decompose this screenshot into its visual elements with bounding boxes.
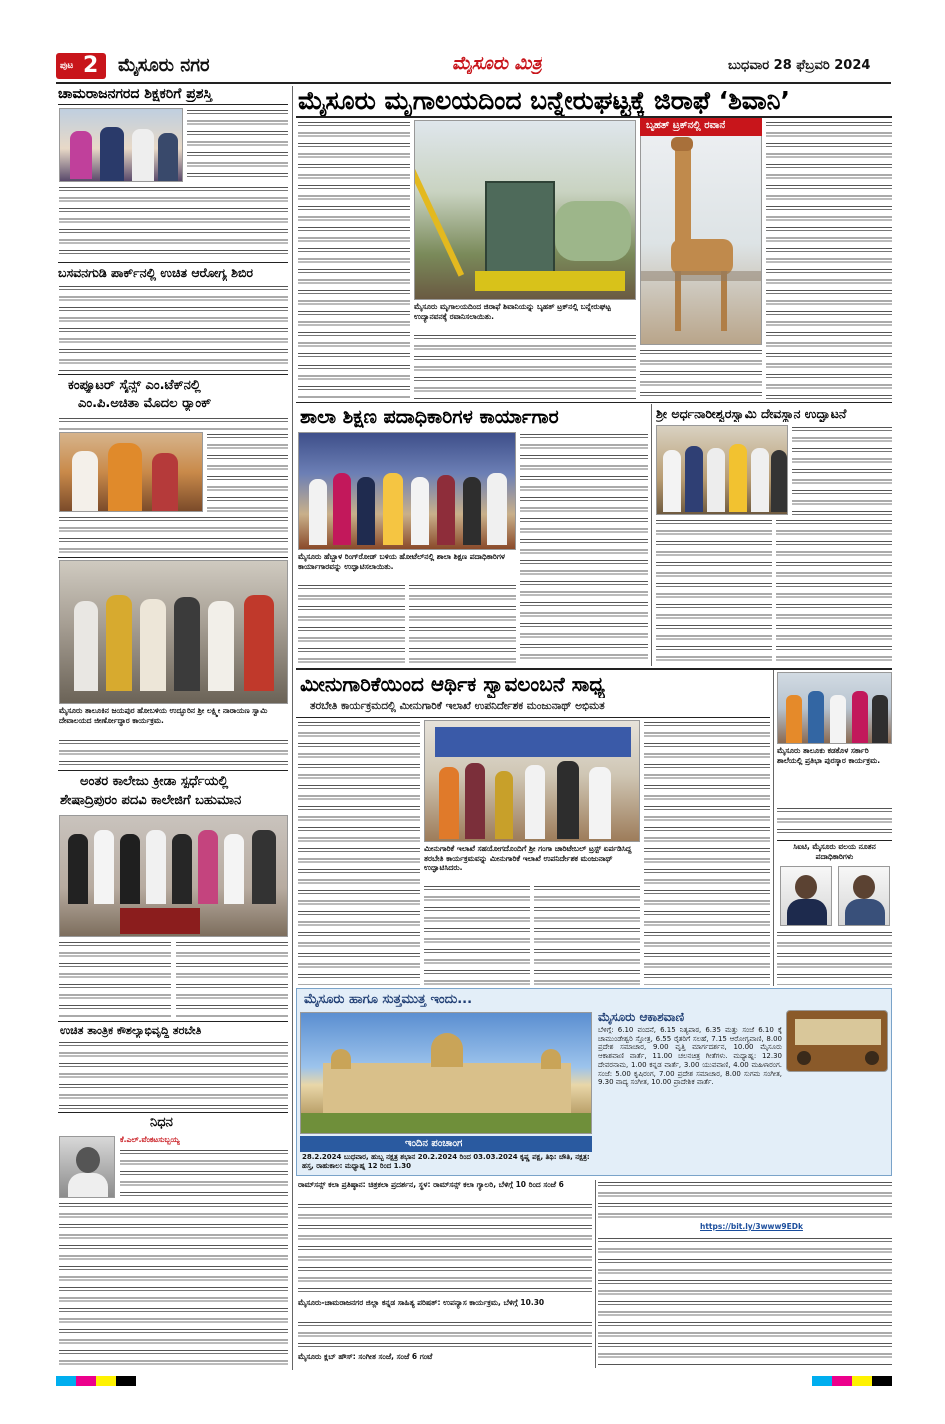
lead-headline: ಮೈಸೂರು ಮೃಗಾಲಯದಿಂದ ಬನ್ನೇರುಘಟ್ಟಕ್ಕೆ ಜಿರಾಫೆ ‘ಶಿವಾನಿ’ bbox=[298, 86, 791, 115]
body-text bbox=[656, 518, 772, 665]
cit-member-portrait-1 bbox=[780, 866, 832, 926]
registration-marks-right bbox=[812, 1376, 892, 1386]
divider bbox=[58, 557, 288, 558]
left-story1-headline: ಚಾಮರಾಜನಗರದ ಶಿಕ್ಷಕರಿಗೆ ಪ್ರಶಸ್ತಿ bbox=[58, 86, 213, 102]
body-text bbox=[766, 120, 892, 399]
fisheries-headline: ಮೀನುಗಾರಿಕೆಯಿಂದ ಆರ್ಥಿಕ ಸ್ವಾವಲಂಬನೆ ಸಾಧ್ಯ bbox=[300, 672, 605, 696]
body-text bbox=[298, 720, 420, 985]
body-text bbox=[414, 333, 636, 399]
body-text bbox=[59, 515, 288, 555]
body-text bbox=[59, 738, 288, 768]
body-text bbox=[59, 416, 288, 430]
body-text bbox=[776, 518, 892, 665]
column-rule bbox=[292, 86, 293, 1370]
divider bbox=[296, 717, 770, 718]
page-label: ಪುಟ bbox=[60, 61, 74, 71]
column-rule bbox=[595, 1180, 596, 1368]
divider bbox=[296, 402, 892, 403]
body-text bbox=[777, 930, 892, 985]
panchanga-text: 28.2.2024 ಬುಧವಾರ, ಹುಬ್ಬ ನಕ್ಷತ್ರ ಶಭಾನ 20.2.2024 ರಿಂದ 03.03.2024 ಕೃಷ್ಣ ಪಕ್ಷ, ತಿಥಿ: ಚೌತಿ, ನಕ್ಷತ್ರ: ಹಸ್ತ, ರಾಹುಕಾಲ: ಮಧ್ಯಾಹ್ನ 12 ರಿಂದ 1.30 bbox=[302, 1153, 590, 1170]
lead-photo-caption: ಮೈಸೂರು ಮೃಗಾಲಯದಿಂದ ಜಿರಾಫೆ ಶಿವಾನಿಯನ್ನು ಬೃಹತ್ ಟ್ರಕ್‌ನಲ್ಲಿ ಬನ್ನೇರುಘಟ್ಟ ಉದ್ಯಾನವನಕ್ಕೆ ರವಾನಿಸಲಾಯಿತು. bbox=[414, 302, 611, 321]
workshop-photo bbox=[298, 432, 516, 550]
body-text bbox=[644, 720, 770, 985]
page-number: 2 bbox=[83, 53, 99, 78]
body-text bbox=[187, 108, 288, 182]
divider bbox=[58, 1021, 288, 1022]
body-text bbox=[120, 1148, 288, 1198]
left-story5-headline-2: ಶೇಷಾದ್ರಿಪುರಂ ಪದವಿ ಕಾಲೇಜಿಗೆ ಬಹುಮಾನ bbox=[60, 793, 242, 808]
body-text bbox=[792, 425, 892, 515]
body-text bbox=[640, 348, 762, 399]
temple-inauguration-photo bbox=[656, 425, 788, 515]
body-text bbox=[598, 1180, 892, 1220]
temple-caption: ಮೈಸೂರು ತಾಲೂಕಿನ ಜಯಪುರ ಹೋಬಳಿಯ ಉದ್ಭೂರಿನ ಶ್ರೀ ಲಕ್ಷ್ಮೀ ನಾರಾಯಣ ಸ್ವಾಮಿ ದೇವಾಲಯದ ಜೀರ್ಣೋದ್ಧಾರ ಕಾರ್ಯಕ್ರಮ. bbox=[59, 706, 268, 725]
radio-title: ಮೈಸೂರು ಆಕಾಶವಾಣಿ bbox=[598, 1010, 685, 1024]
body-text bbox=[59, 185, 288, 259]
column-rule bbox=[651, 404, 652, 666]
giraffe-truck-photo bbox=[414, 120, 636, 300]
award-photo bbox=[59, 108, 183, 182]
obituary-portrait bbox=[59, 1136, 115, 1198]
body-text bbox=[298, 1202, 592, 1296]
left-story2-headline: ಬಸವನಗುಡಿ ಪಾರ್ಕ್‌ನಲ್ಲಿ ಉಚಿತ ಆರೋಗ್ಯ ಶಿಬಿರ bbox=[58, 265, 253, 280]
radio-schedule: ಬೆಳಿಗ್ಗೆ: 6.10 ವಂದನೆ, 6.15 ನಿತ್ಯಪಾಠ, 6.35 ಮತ್ತು ಸಂಜೆ 6.10 ಕ್ಕೆ ಚಾಮುಂಡೇಶ್ವರಿ ಸ್ತೋತ್ರ, 6.55 ರೈತರಿಗೆ ಸಲಹೆ, 7.15 ಆರೋಗ್ಯವಾಣಿ, 8.00 ಪ್ರದೇಶ ಸಮಾಚಾರ, 9.00 ವೃತ್ತಿ ಮಾರ್ಗದರ್ಶನ, 10.00 ಮೈಸೂರು ಆಕಾಶವಾಣಿ ವಾರ್ತೆ, 11.00 ಚಲನಚಿತ್ರ ಗೀತೆಗಳು. ಮಧ್ಯಾಹ್ನ: 12.30 ದೇವರನಾಮ, 1.00 ಕನ್ನಡ ವಾರ್ತೆ, 3.00 ಯುವವಾಣಿ, 4.00 ಮಹಿಳಾರಂಗ. ಸಂಜೆ: 5.00 ಕೃಷಿರಂಗ, 7.00 ಪ್ರದೇಶ ಸಮಾಚಾರ, 8.00 ಸುಗಮ ಸಂಗೀತ, 9.30 ವಾದ್ಯ ಸಂಗೀತ, 10.00 ಪ್ರಾದೇಶಿಕ ವಾರ್ತೆ. bbox=[598, 1026, 782, 1087]
event-listing-2: ಮೈಸೂರು-ಚಾಮರಾಜನಗರ ಜಿಲ್ಲಾ ಕನ್ನಡ ಸಾಹಿತ್ಯ ಪರಿಷತ್: ಉಪನ್ಯಾಸ ಕಾರ್ಯಕ್ರಮ, ಬೆಳಿಗ್ಗೆ 10.30 bbox=[298, 1298, 545, 1307]
column-rule bbox=[773, 670, 774, 986]
fisheries-caption: ಮೀನುಗಾರಿಕೆ ಇಲಾಖೆ ಸಹಯೋಗದೊಂದಿಗೆ ಶ್ರೀ ಗಂಗಾ ಚಾರಿಟೇಬಲ್ ಟ್ರಸ್ಟ್ ಏರ್ಪಡಿಸಿದ್ದ ತರಬೇತಿ ಕಾರ್ಯಕ್ರಮವನ್ನು ಮೀನುಗಾರಿಕೆ ಇಲಾಖೆ ಉಪನಿರ್ದೇಶಕ ಮಂಜುನಾಥ್ ಉದ್ಘಾಟಿಸಿದರು. bbox=[424, 844, 632, 872]
issue-date: ಬುಧವಾರ 28 ಫೆಬ್ರವರಿ 2024 bbox=[728, 58, 871, 73]
body-text bbox=[777, 806, 892, 838]
body-text bbox=[59, 1040, 288, 1110]
divider bbox=[296, 116, 892, 118]
workshop-caption: ಮೈಸೂರು ಹೆಬ್ಬಾಳ ರಿಂಗ್‌ರೋಡ್ ಬಳಿಯ ಹೋಟೆಲ್‌ನಲ್ಲಿ ಶಾಲಾ ಶಿಕ್ಷಣ ಪದಾಧಿಕಾರಿಗಳ ಕಾರ್ಯಾಗಾರವನ್ನು ಉದ್ಘಾಟಿಸಲಾಯಿತು. bbox=[298, 552, 505, 571]
body-text bbox=[598, 1236, 892, 1366]
body-text bbox=[534, 884, 640, 985]
body-text bbox=[298, 583, 405, 665]
divider bbox=[58, 770, 288, 771]
temple-renovation-photo bbox=[59, 560, 288, 704]
divider bbox=[58, 104, 288, 105]
fisheries-photo bbox=[424, 720, 640, 842]
mysore-palace-photo bbox=[300, 1012, 592, 1134]
body-text bbox=[409, 583, 516, 665]
school-award-caption: ಮೈಸೂರು ತಾಲೂಕು ಕಡಕೊಳ ಸರ್ಕಾರಿ ಶಾಲೆಯಲ್ಲಿ ಪ್ರತಿಭಾ ಪುರಸ್ಕಾರ ಕಾರ್ಯಕ್ರಮ. bbox=[777, 746, 881, 765]
event-listing-1: ರಾಮ್‌ಸನ್ಸ್ ಕಲಾ ಪ್ರತಿಷ್ಠಾನ: ಚಿತ್ರಕಲಾ ಪ್ರದರ್ಶನ, ಸ್ಥಳ: ರಾಮ್‌ಸನ್ಸ್ ಕಲಾ ಗ್ಯಾಲರಿ, ಬೆಳಿಗ್ಗೆ 10 ರಿಂದ ಸಂಜೆ 6 bbox=[298, 1180, 564, 1189]
cit-member-portrait-2 bbox=[838, 866, 890, 926]
cit-headline: ಸಿಐಟಿ, ಮೈಸೂರು ವಲಯ ನೂತನ ಪದಾಧಿಕಾರಿಗಳು bbox=[793, 842, 876, 861]
rank-photo bbox=[59, 432, 203, 512]
left-story6-headline: ಉಚಿತ ತಾಂತ್ರಿಕ ಕೌಶಲ್ಯಾಭಿವೃದ್ಧಿ ತರಬೇತಿ bbox=[60, 1024, 202, 1037]
today-title: ಮೈಸೂರು ಹಾಗೂ ಸುತ್ತಮುತ್ತ ಇಂದು... bbox=[304, 992, 473, 1007]
obituary-name: ಕೆ.ಎಲ್.ವೆಂಕಟಸುಬ್ಬಯ್ಯ bbox=[120, 1135, 180, 1144]
giraffe-photo bbox=[640, 120, 762, 345]
divider bbox=[58, 262, 288, 263]
divider bbox=[777, 840, 892, 841]
body-text bbox=[298, 1320, 592, 1350]
body-text bbox=[298, 120, 410, 360]
body-text bbox=[298, 363, 410, 399]
workshop-headline: ಶಾಲಾ ಶಿಕ್ಷಣ ಪದಾಧಿಕಾರಿಗಳ ಕಾರ್ಯಾಗಾರ bbox=[300, 406, 559, 428]
body-text bbox=[59, 284, 288, 372]
divider bbox=[58, 374, 288, 375]
body-text bbox=[176, 940, 288, 1018]
body-text bbox=[59, 940, 171, 1018]
left-story5-headline-1: ಅಂತರ ಕಾಲೇಜು ಕ್ರೀಡಾ ಸ್ಪರ್ಧೆಯಲ್ಲಿ bbox=[80, 774, 229, 789]
temple-inauguration-headline: ಶ್ರೀ ಅರ್ಧನಾರೀಶ್ವರಸ್ವಾಮಿ ದೇವಸ್ಥಾನ ಉದ್ಘಾಟನೆ bbox=[656, 406, 847, 421]
event-listing-3: ಮೈಸೂರು ಕ್ಲಬ್ ಹೌಸ್: ಸಂಗೀತ ಸಂಜೆ, ಸಂಜೆ 6 ಗಂಟೆ bbox=[298, 1352, 433, 1361]
left-story3-headline-2: ಎಂ.ಪಿ.ಅಚಿತಾ ಮೊದಲ ರ್‍ಯಾಂಕ್ bbox=[78, 396, 212, 411]
registration-marks-left bbox=[56, 1376, 136, 1386]
paper-name: ಮೈಸೂರು ಮಿತ್ರ bbox=[452, 53, 542, 74]
masthead-rule bbox=[56, 82, 891, 84]
body-text bbox=[520, 432, 648, 665]
school-award-photo bbox=[777, 672, 892, 744]
college-sports-photo bbox=[59, 815, 288, 937]
obituary-headline: ನಿಧನ bbox=[150, 1115, 173, 1130]
body-text bbox=[207, 432, 288, 512]
section-title: ಮೈಸೂರು ನಗರ bbox=[118, 55, 210, 76]
radio-set-photo bbox=[786, 1010, 888, 1072]
fisheries-subheadline: ತರಬೇತಿ ಕಾರ್ಯಕ್ರಮದಲ್ಲಿ ಮೀನುಗಾರಿಕೆ ಇಲಾಖೆ ಉಪನಿರ್ದೇಶಕ ಮಂಜುನಾಥ್ ಅಭಿಮತ bbox=[310, 700, 605, 712]
divider bbox=[58, 1112, 288, 1113]
info-link[interactable]: https://bit.ly/3www9EDk bbox=[700, 1222, 803, 1231]
panchanga-title: ಇಂದಿನ ಪಂಚಾಂಗ bbox=[405, 1138, 463, 1149]
transport-label-text: ಬೃಹತ್ ಟ್ರಕ್‌ನಲ್ಲಿ ರವಾನೆ bbox=[646, 120, 726, 131]
left-story3-headline-1: ಕಂಪ್ಯೂಟರ್ ಸೈನ್ಸ್ ಎಂ.ಟೆಕ್‌ನಲ್ಲಿ bbox=[68, 378, 201, 393]
body-text bbox=[59, 1201, 288, 1366]
body-text bbox=[424, 884, 530, 985]
page-number-badge bbox=[56, 53, 106, 79]
